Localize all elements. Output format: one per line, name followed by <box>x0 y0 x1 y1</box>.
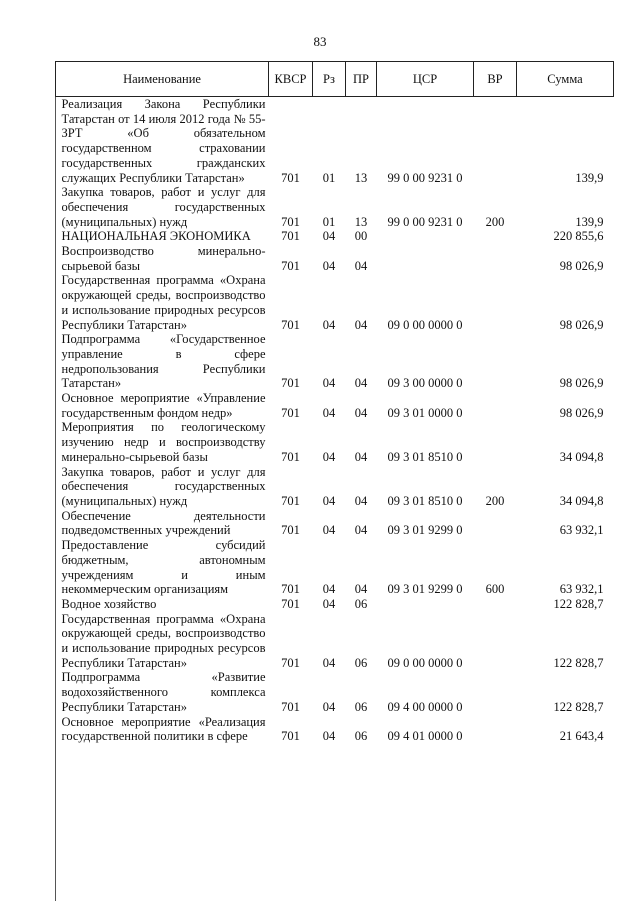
cell-csr: 09 3 01 8510 0 <box>387 449 463 464</box>
cell-kvsr: 701 <box>281 523 300 538</box>
cell-rz: 04 <box>322 317 336 332</box>
cell-csr: 99 0 00 9231 0 <box>387 170 463 185</box>
cell-sum: 34 094,8 <box>559 449 604 464</box>
cell-sum: 122 828,7 <box>553 655 604 670</box>
cell-pr: 06 <box>354 655 368 670</box>
table-row <box>56 538 614 597</box>
cell-vr <box>474 509 517 538</box>
cell-rz: 01 <box>322 214 336 229</box>
cell-rz: 04 <box>322 449 336 464</box>
table-row <box>56 273 614 332</box>
cell-sum: 63 932,1 <box>559 582 604 597</box>
cell-name: Реализация Закона Республики Татарстан от 14 июля 2012 года № 55-ЗРТ «Об обязательном государственном страховании государственных гражданских служащих Республики Татарстан» <box>61 97 266 185</box>
cell-pr: 04 <box>354 258 368 273</box>
cell-pr: 13 <box>354 214 368 229</box>
table-row <box>56 391 614 420</box>
cell-kvsr: 701 <box>281 229 300 244</box>
cell-vr <box>474 420 517 464</box>
cell-kvsr: 701 <box>281 405 300 420</box>
cell-kvsr: 701 <box>281 258 300 273</box>
cell-sum: 220 855,6 <box>553 229 604 244</box>
cell-kvsr: 701 <box>281 655 300 670</box>
cell-rz: 01 <box>322 170 336 185</box>
table-header-row <box>56 62 614 97</box>
cell-sum: 34 094,8 <box>559 493 604 508</box>
cell-pr: 04 <box>354 582 368 597</box>
cell-name: Подпрограмма «Развитие водохозяйственного комплекса Республики Татарстан» <box>61 670 266 714</box>
cell-csr <box>377 229 474 244</box>
cell-pr: 04 <box>354 376 368 391</box>
table-row <box>56 465 614 509</box>
cell-vr <box>474 391 517 420</box>
cell-rz: 04 <box>322 493 336 508</box>
table-row <box>56 244 614 273</box>
cell-name: НАЦИОНАЛЬНАЯ ЭКОНОМИКА <box>61 229 251 244</box>
cell-vr <box>474 273 517 332</box>
cell-sum: 98 026,9 <box>559 258 604 273</box>
cell-name: Государственная программа «Охрана окружающей среды, воспроизводство и использование природных ресурсов Республики Татарстан» <box>61 611 266 670</box>
cell-name: Водное хозяйство <box>61 596 157 611</box>
cell-sum: 63 932,1 <box>559 523 604 538</box>
cell-csr: 09 3 01 9299 0 <box>387 582 463 597</box>
header-csr: ЦСР <box>377 62 474 97</box>
cell-vr <box>474 332 517 391</box>
cell-rz: 04 <box>322 405 336 420</box>
cell-pr: 04 <box>354 405 368 420</box>
cell-pr: 06 <box>354 729 368 744</box>
cell-csr: 09 3 01 0000 0 <box>387 405 463 420</box>
cell-vr: 600 <box>485 582 505 597</box>
cell-name: Предоставление субсидий бюджетным, автономным учреждениям и иным некоммерческим организациям <box>61 538 266 597</box>
table-row <box>56 229 614 244</box>
table-row <box>56 612 614 671</box>
cell-sum: 98 026,9 <box>559 405 604 420</box>
cell-kvsr: 701 <box>281 317 300 332</box>
cell-sum: 139,9 <box>575 214 604 229</box>
cell-kvsr: 701 <box>281 699 300 714</box>
cell-kvsr: 701 <box>281 376 300 391</box>
cell-vr <box>474 670 517 714</box>
cell-rz: 04 <box>322 376 336 391</box>
cell-csr: 09 3 00 0000 0 <box>387 376 463 391</box>
cell-sum: 122 828,7 <box>553 699 604 714</box>
header-rz: Рз <box>313 62 346 97</box>
header-kvsr: КВСР <box>269 62 313 97</box>
cell-rz: 04 <box>322 258 336 273</box>
cell-csr: 09 4 00 0000 0 <box>387 699 463 714</box>
cell-sum: 98 026,9 <box>559 376 604 391</box>
cell-name: Государственная программа «Охрана окружающей среды, воспроизводство и использование природных ресурсов Республики Татарстан» <box>61 273 266 332</box>
cell-pr: 13 <box>354 170 368 185</box>
table-row <box>56 509 614 538</box>
cell-kvsr: 701 <box>281 729 300 744</box>
header-name: Наименование <box>56 62 269 97</box>
cell-kvsr: 701 <box>281 449 300 464</box>
cell-rz: 04 <box>322 582 336 597</box>
cell-rz: 04 <box>322 655 336 670</box>
cell-name: Обеспечение деятельности подведомственных учреждений <box>61 508 266 538</box>
cell-rz: 04 <box>322 229 336 244</box>
cell-kvsr: 701 <box>281 582 300 597</box>
cell-vr <box>474 597 517 612</box>
table-row <box>56 420 614 464</box>
cell-pr: 06 <box>354 699 368 714</box>
cell-csr: 09 3 01 8510 0 <box>387 493 463 508</box>
cell-sum: 122 828,7 <box>553 596 604 611</box>
cell-kvsr: 701 <box>281 596 300 611</box>
cell-rz: 04 <box>322 729 336 744</box>
cell-pr: 00 <box>354 229 368 244</box>
table-row <box>56 185 614 229</box>
cell-kvsr: 701 <box>281 214 300 229</box>
cell-vr <box>474 612 517 671</box>
cell-pr: 04 <box>354 317 368 332</box>
header-pr: ПР <box>346 62 377 97</box>
page-number: 83 <box>313 34 327 49</box>
cell-name: Мероприятия по геологическому изучению недр и воспроизводству минерально-сырьевой базы <box>61 420 266 464</box>
cell-csr: 99 0 00 9231 0 <box>387 214 463 229</box>
header-sum: Сумма <box>517 62 614 97</box>
table-row <box>56 597 614 612</box>
cell-pr: 04 <box>354 449 368 464</box>
cell-csr: 09 0 00 0000 0 <box>387 655 463 670</box>
cell-pr: 06 <box>354 596 368 611</box>
cell-sum: 98 026,9 <box>559 317 604 332</box>
cell-vr <box>474 229 517 244</box>
header-vr: ВР <box>474 62 517 97</box>
cell-csr: 09 3 01 9299 0 <box>387 523 463 538</box>
cell-vr <box>474 244 517 273</box>
cell-rz: 04 <box>322 699 336 714</box>
cell-name: Основное мероприятие «Реализация государственной политики в сфере <box>61 714 266 744</box>
cell-vr: 200 <box>485 493 505 508</box>
table-row <box>56 332 614 391</box>
cell-csr <box>377 244 474 273</box>
cell-sum: 21 643,4 <box>559 729 604 744</box>
cell-rz: 04 <box>322 523 336 538</box>
cell-vr: 200 <box>485 214 505 229</box>
cell-name: Воспроизводство минерально-сырьевой базы <box>61 244 266 273</box>
cell-name: Подпрограмма «Государственное управление в сфере недропользования Республики Татарстан» <box>61 332 266 391</box>
table-row <box>56 670 614 714</box>
cell-name: Основное мероприятие «Управление государственным фондом недр» <box>61 391 266 420</box>
table-row <box>56 97 614 186</box>
cell-name: Закупка товаров, работ и услуг для обеспечения государственных (муниципальных) нужд <box>61 185 266 229</box>
cell-csr: 09 4 01 0000 0 <box>387 729 463 744</box>
cell-pr: 04 <box>354 523 368 538</box>
cell-vr <box>474 715 517 744</box>
cell-csr <box>377 597 474 612</box>
table-row <box>56 715 614 744</box>
cell-kvsr: 701 <box>281 493 300 508</box>
cell-name: Закупка товаров, работ и услуг для обеспечения государственных (муниципальных) нужд <box>61 464 266 508</box>
cell-csr: 09 0 00 0000 0 <box>387 317 463 332</box>
budget-table <box>55 61 614 744</box>
cell-rz: 04 <box>322 596 336 611</box>
cell-pr: 04 <box>354 493 368 508</box>
cell-sum: 139,9 <box>575 170 604 185</box>
cell-vr <box>474 97 517 186</box>
cell-kvsr: 701 <box>281 170 300 185</box>
